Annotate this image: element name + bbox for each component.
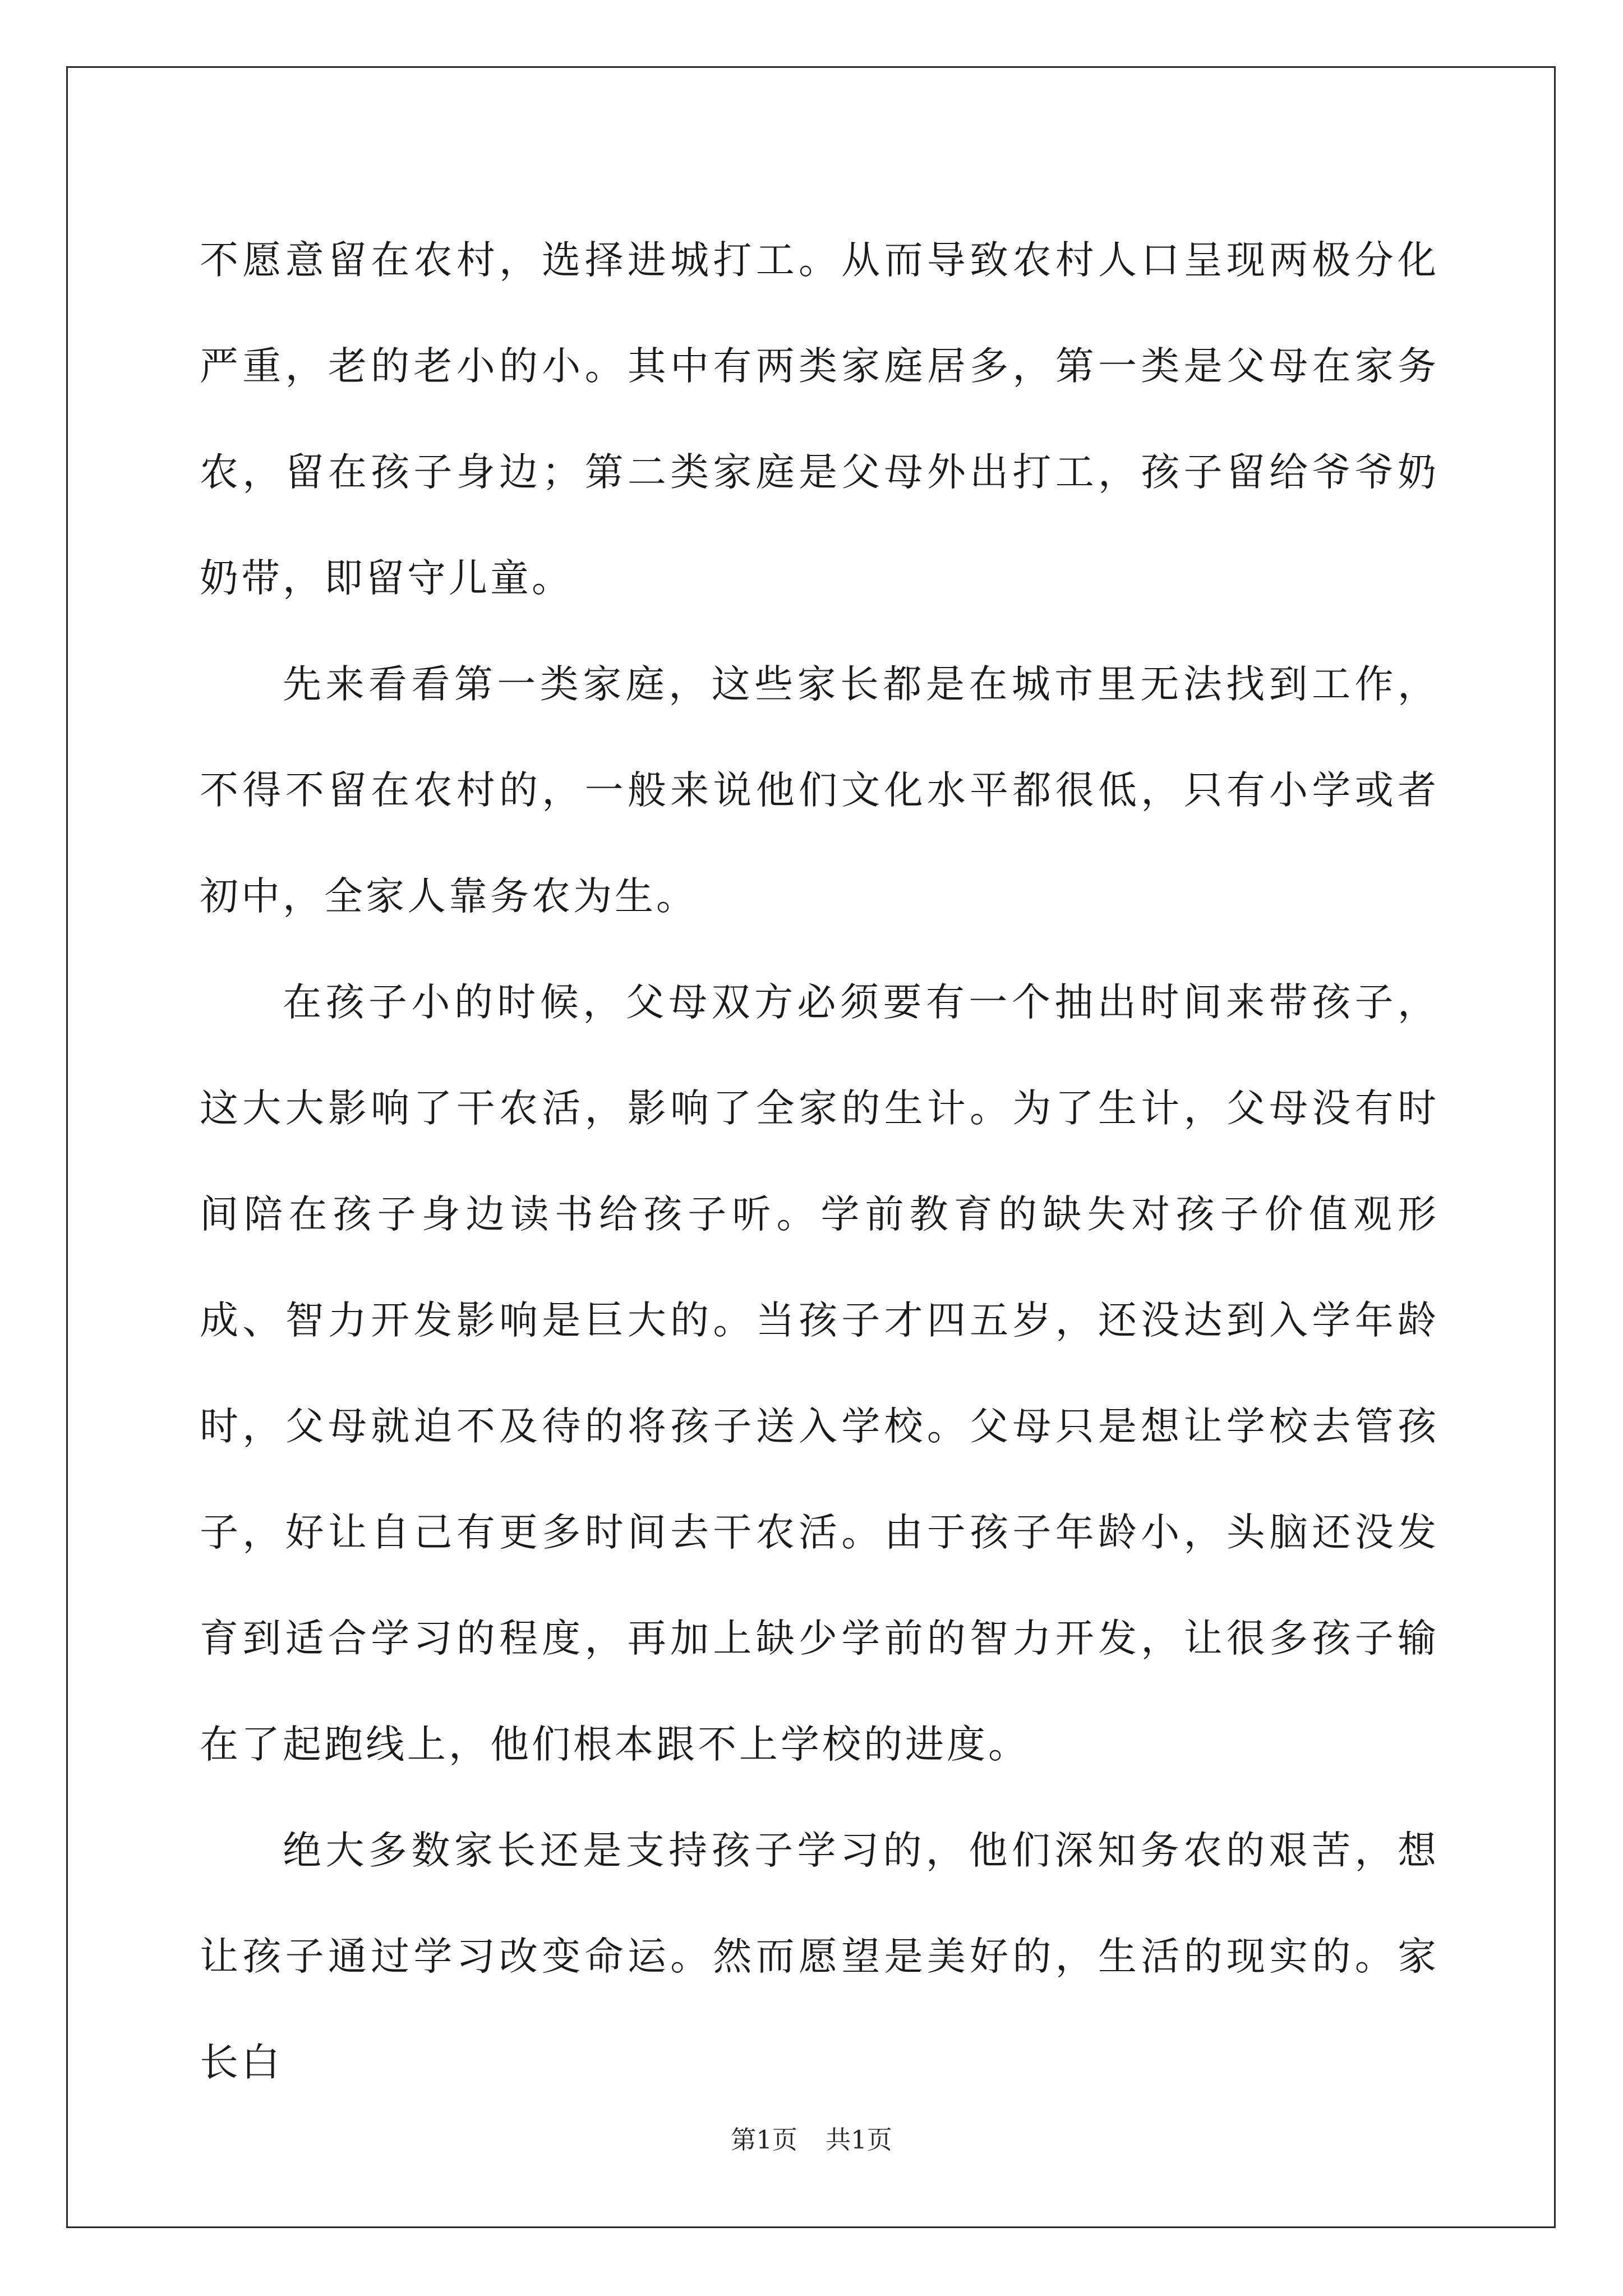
page-number: 第1页 (731, 2125, 797, 2155)
paragraph-1: 不愿意留在农村，选择进城打工。从而导致农村人口呈现两极分化严重，老的老小的小。其中有两类家庭居多，第一类是父母在家务农，留在孩子身边；第二类家庭是父母外出打工，孩子留给爷爷奶奶带，即留守儿童。 (200, 238, 1439, 601)
page-total: 共1页 (826, 2125, 892, 2155)
document-body (200, 208, 1439, 2116)
page-footer (0, 2123, 1623, 2157)
paragraph-4: 绝大多数家长还是支持孩子学习的，他们深知务农的艰苦，想让孩子通过学习改变命运。然而愿望是美好的，生活的现实的。家长白 (200, 1828, 1439, 2085)
paragraph-2: 先来看看第一类家庭，这些家长都是在城市里无法找到工作，不得不留在农村的，一般来说他们文化水平都很低，只有小学或者初中，全家人靠务农为生。 (200, 662, 1439, 919)
paragraph-3: 在孩子小的时候，父母双方必须要有一个抽出时间来带孩子，这大大影响了干农活，影响了全家的生计。为了生计，父母没有时间陪在孩子身边读书给孩子听。学前教育的缺失对孩子价值观形成、智力开发影响是巨大的。当孩子才四五岁，还没达到入学年龄时，父母就迫不及待的将孩子送入学校。父母只是想让学校去管孩子，好让自己有更多时间去干农活。由于孩子年龄小，头脑还没发育到适合学习的程度，再加上缺少学前的智力开发，让很多孩子输在了起跑线上，他们根本跟不上学校的进度。 (200, 980, 1439, 1767)
